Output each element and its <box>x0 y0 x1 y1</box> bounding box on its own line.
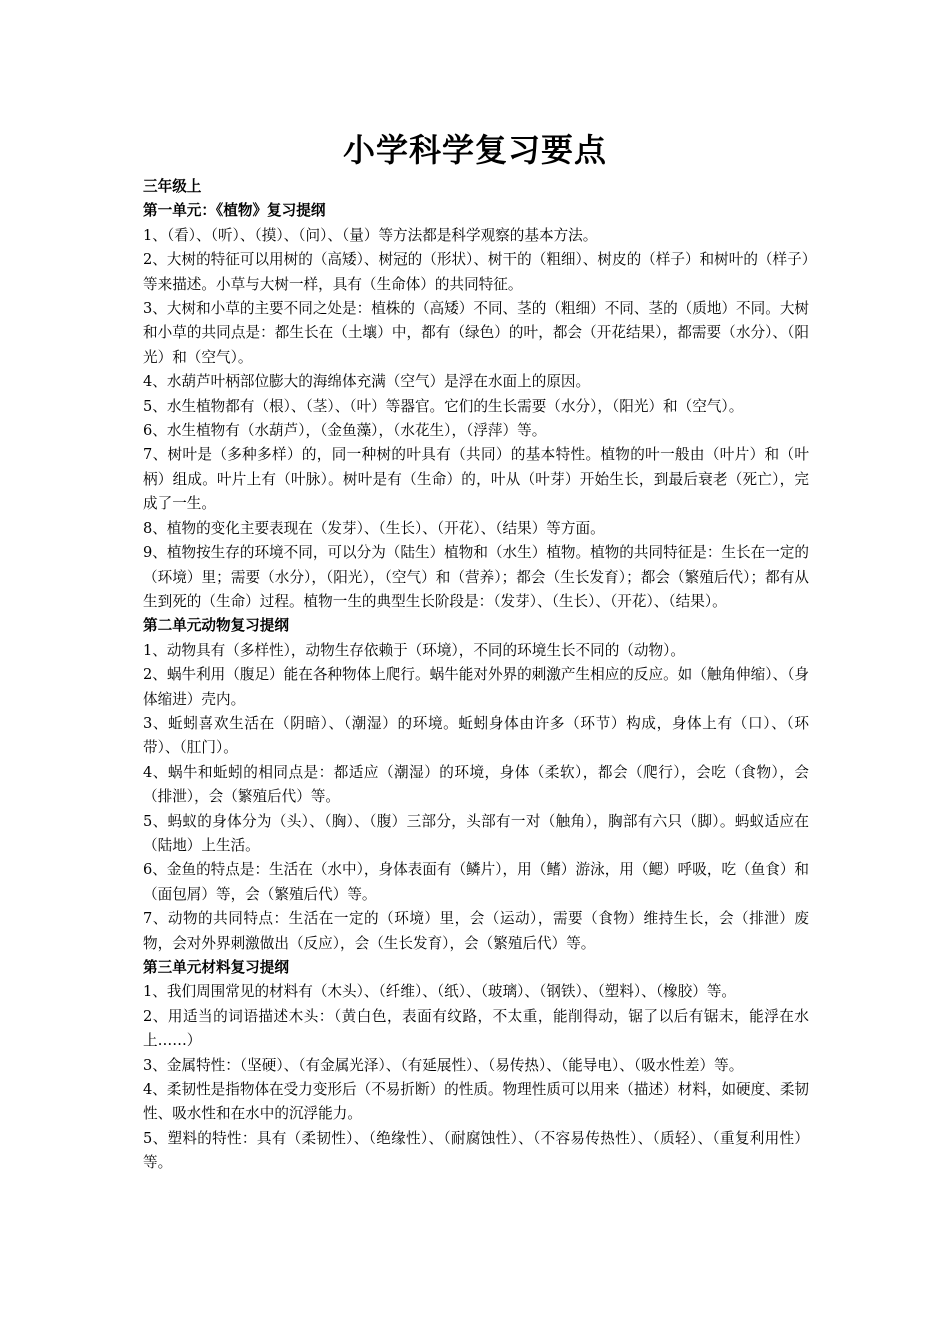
list-item: 4、水葫芦叶柄部位膨大的海绵体充满（空气）是浮在水面上的原因。 <box>143 373 591 391</box>
unit-2-section <box>143 614 809 956</box>
unit-1-section <box>143 199 809 614</box>
list-item: 1、（看）、（听）、（摸）、（问）、（量）等方法都是科学观察的基本方法。 <box>143 226 598 244</box>
grade-heading: 三年级上 <box>143 178 202 195</box>
page-title: 小学科学复习要点 <box>342 131 607 169</box>
list-item: 3、大树和小草的主要不同之处是：植株的（高矮）不同、茎的（粗细）不同、茎的（质地）不同。大树和小草的共同点是：都生长在（土壤）中，都有（绿色）的叶，都会（开花结果），都需要（水分）、（阳光）和（空气）。 <box>143 300 810 366</box>
document-body <box>143 175 809 1176</box>
list-item: 2、蜗牛利用（腹足）能在各种物体上爬行。蜗牛能对外界的刺激产生相应的反应。如（触角伸缩）、（身体缩进）壳内。 <box>143 666 810 708</box>
list-item: 9、植物按生存的环境不同，可以分为（陆生）植物和（水生）植物。植物的共同特征是：生长在一定的（环境）里；需要（水分），（阳光），（空气）和（营养）；都会（生长发育）；都会（繁殖后代）；都有从生到死的（生命）过程。植物一生的典型生长阶段是：（发芽）、（生长）、（开花）、（结果）。 <box>143 544 810 610</box>
list-item: 7、动物的共同特点：生活在一定的（环境）里，会（运动），需要（食物）维持生长，会（排泄）废物，会对外界刺激做出（反应），会（生长发育），会（繁殖后代）等。 <box>143 910 809 952</box>
list-item: 5、蚂蚁的身体分为（头）、（胸）、（腹）三部分，头部有一对（触角），胸部有六只（脚）。蚂蚁适应在（陆地）上生活。 <box>143 812 809 854</box>
list-item: 6、金鱼的特点是：生活在（水中），身体表面有（鳞片），用（鳍）游泳，用（鳃）呼吸，吃（鱼食）和（面包屑）等，会（繁殖后代）等。 <box>143 861 810 903</box>
list-item: 2、大树的特征可以用树的（高矮）、树冠的（形状）、树干的（粗细）、树皮的（样子）和树叶的（样子）等来描述。小草与大树一样，具有（生命体）的共同特征。 <box>143 251 809 293</box>
list-item: 8、植物的变化主要表现在（发芽）、（生长）、（开花）、（结果）等方面。 <box>143 519 605 537</box>
list-item: 6、水生植物有（水葫芦），（金鱼藻），（水花生），（浮萍）等。 <box>143 422 547 440</box>
list-item: 1、动物具有（多样性），动物生存依赖于（环境），不同的环境生长不同的（动物）。 <box>143 641 685 659</box>
unit-heading: 第三单元材料复习提纲 <box>143 959 289 976</box>
unit-heading: 第一单元：《植物》复习提纲 <box>143 202 326 220</box>
list-item: 3、蚯蚓喜欢生活在（阴暗）、（潮湿）的环境。蚯蚓身体由许多（环节）构成，身体上有（口）、（环带）、（肛门）。 <box>143 714 809 757</box>
list-item: 2、用适当的词语描述木头：（黄白色，表面有纹路，不太重，能削得动，锯了以后有锯末，能浮在水上……） <box>143 1007 809 1050</box>
list-item: 4、柔韧性是指物体在受力变形后（不易折断）的性质。物理性质可以用来（描述）材料，如硬度、柔韧性、吸水性和在水中的沉浮能力。 <box>143 1081 810 1123</box>
list-item: 3、金属特性：（坚硬）、（有金属光泽）、（有延展性）、（易传热）、（能导电）、（吸水性差）等。 <box>143 1056 744 1074</box>
unit-3-section <box>143 956 809 1176</box>
list-item: 5、塑料的特性：具有（柔韧性）、（绝缘性）、（耐腐蚀性）、（不容易传热性）、（质轻）、（重复利用性）等。 <box>143 1129 809 1172</box>
unit-heading: 第二单元动物复习提纲 <box>143 617 289 635</box>
list-item: 4、蜗牛和蚯蚓的相同点是：都适应（潮湿）的环境，身体（柔软），都会（爬行），会吃（食物），会（排泄），会（繁殖后代）等。 <box>143 763 809 806</box>
list-item: 1、我们周围常见的材料有（木头）、（纤维）、（纸）、（玻璃）、（钢铁）、（塑料）、（橡胶）等。 <box>143 983 737 1001</box>
list-item: 7、树叶是（多种多样）的，同一种树的叶具有（共同）的基本特性。植物的叶一般由（叶片）和（叶柄）组成。叶片上有（叶脉）。树叶是有（生命）的，叶从（叶芽）开始生长，到最后衰老（死亡），完成了一生。 <box>143 446 809 513</box>
list-item: 5、水生植物都有（根）、（茎）、（叶）等器官。它们的生长需要（水分），（阳光）和（空气）。 <box>143 397 744 415</box>
